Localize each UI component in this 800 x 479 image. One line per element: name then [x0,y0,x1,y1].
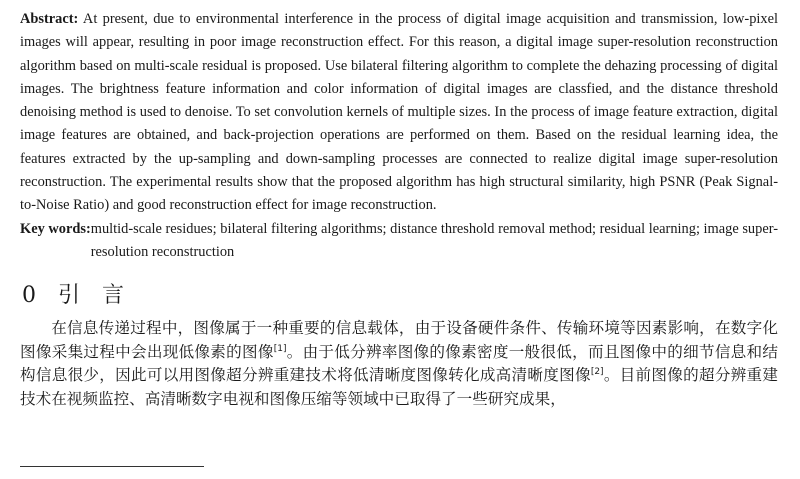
keywords-label: Key words: [20,220,91,237]
abstract-paragraph [20,8,778,218]
footnote-divider [20,466,204,467]
body-text-2: 。由于低分辨率图像的像素密度一般很低，而且图像中的细节信息和结构信息很少，因此可以用图像超分辨重建技术将低清晰度图像转化成高清晰度图像 [20,342,778,385]
abstract-text: At present, due to environmental interference in the process of digital image acquisition and transmission, low-pixel images will appear, resulting in poor image reconstruction effect. For this reason, a digital image super-resolution reconstruction algorithm based on multi-scale residual is proposed. Use bilateral filtering algorithm to complete the dehazing processing of digital images. The brightness feature information and color information of digital images are classfied, and the distance threshold denoising method is used to denoise. To set convolution kernels of multiple sizes. In the process of image feature extraction, digital image features are obtained, and back-projection operations are performed on them. Based on the residual learning idea, the features extracted by the up-sampling and down-sampling processes are connected to realize digital image super-resolution reconstruction. The experimental results show that the proposed algorithm has high structural similarity, high PSNR (Peak Signal-to-Noise Ratio) and good reconstruction effect for image reconstruction. [20,11,778,214]
body-text-1: 在信息传递过程中，图像属于一种重要的信息载体，由于设备硬件条件、传输环境等因素影响，在数字化图像采集过程中会出现低像素的图像 [20,319,778,361]
abstract-label: Abstract: [20,11,79,27]
section-number: 0 [22,283,36,309]
citation-2[interactable]: [2] [590,367,604,378]
section-title: 引言 [58,283,147,309]
keywords-text: multid-scale residues; bilateral filtering algorithms; distance threshold removal method; residual learning; image super-resolution reconstruction [90,220,778,260]
keywords-block [20,218,778,265]
body-text-3: 。目前图像的超分辨重建技术在视频监控、高清晰数字电视和图像压缩等领域中已取得了一些研究成果， [20,366,778,409]
paper-page [20,8,778,412]
citation-1[interactable]: [1] [273,343,287,354]
section-heading [22,278,778,309]
body-paragraph [20,317,778,411]
